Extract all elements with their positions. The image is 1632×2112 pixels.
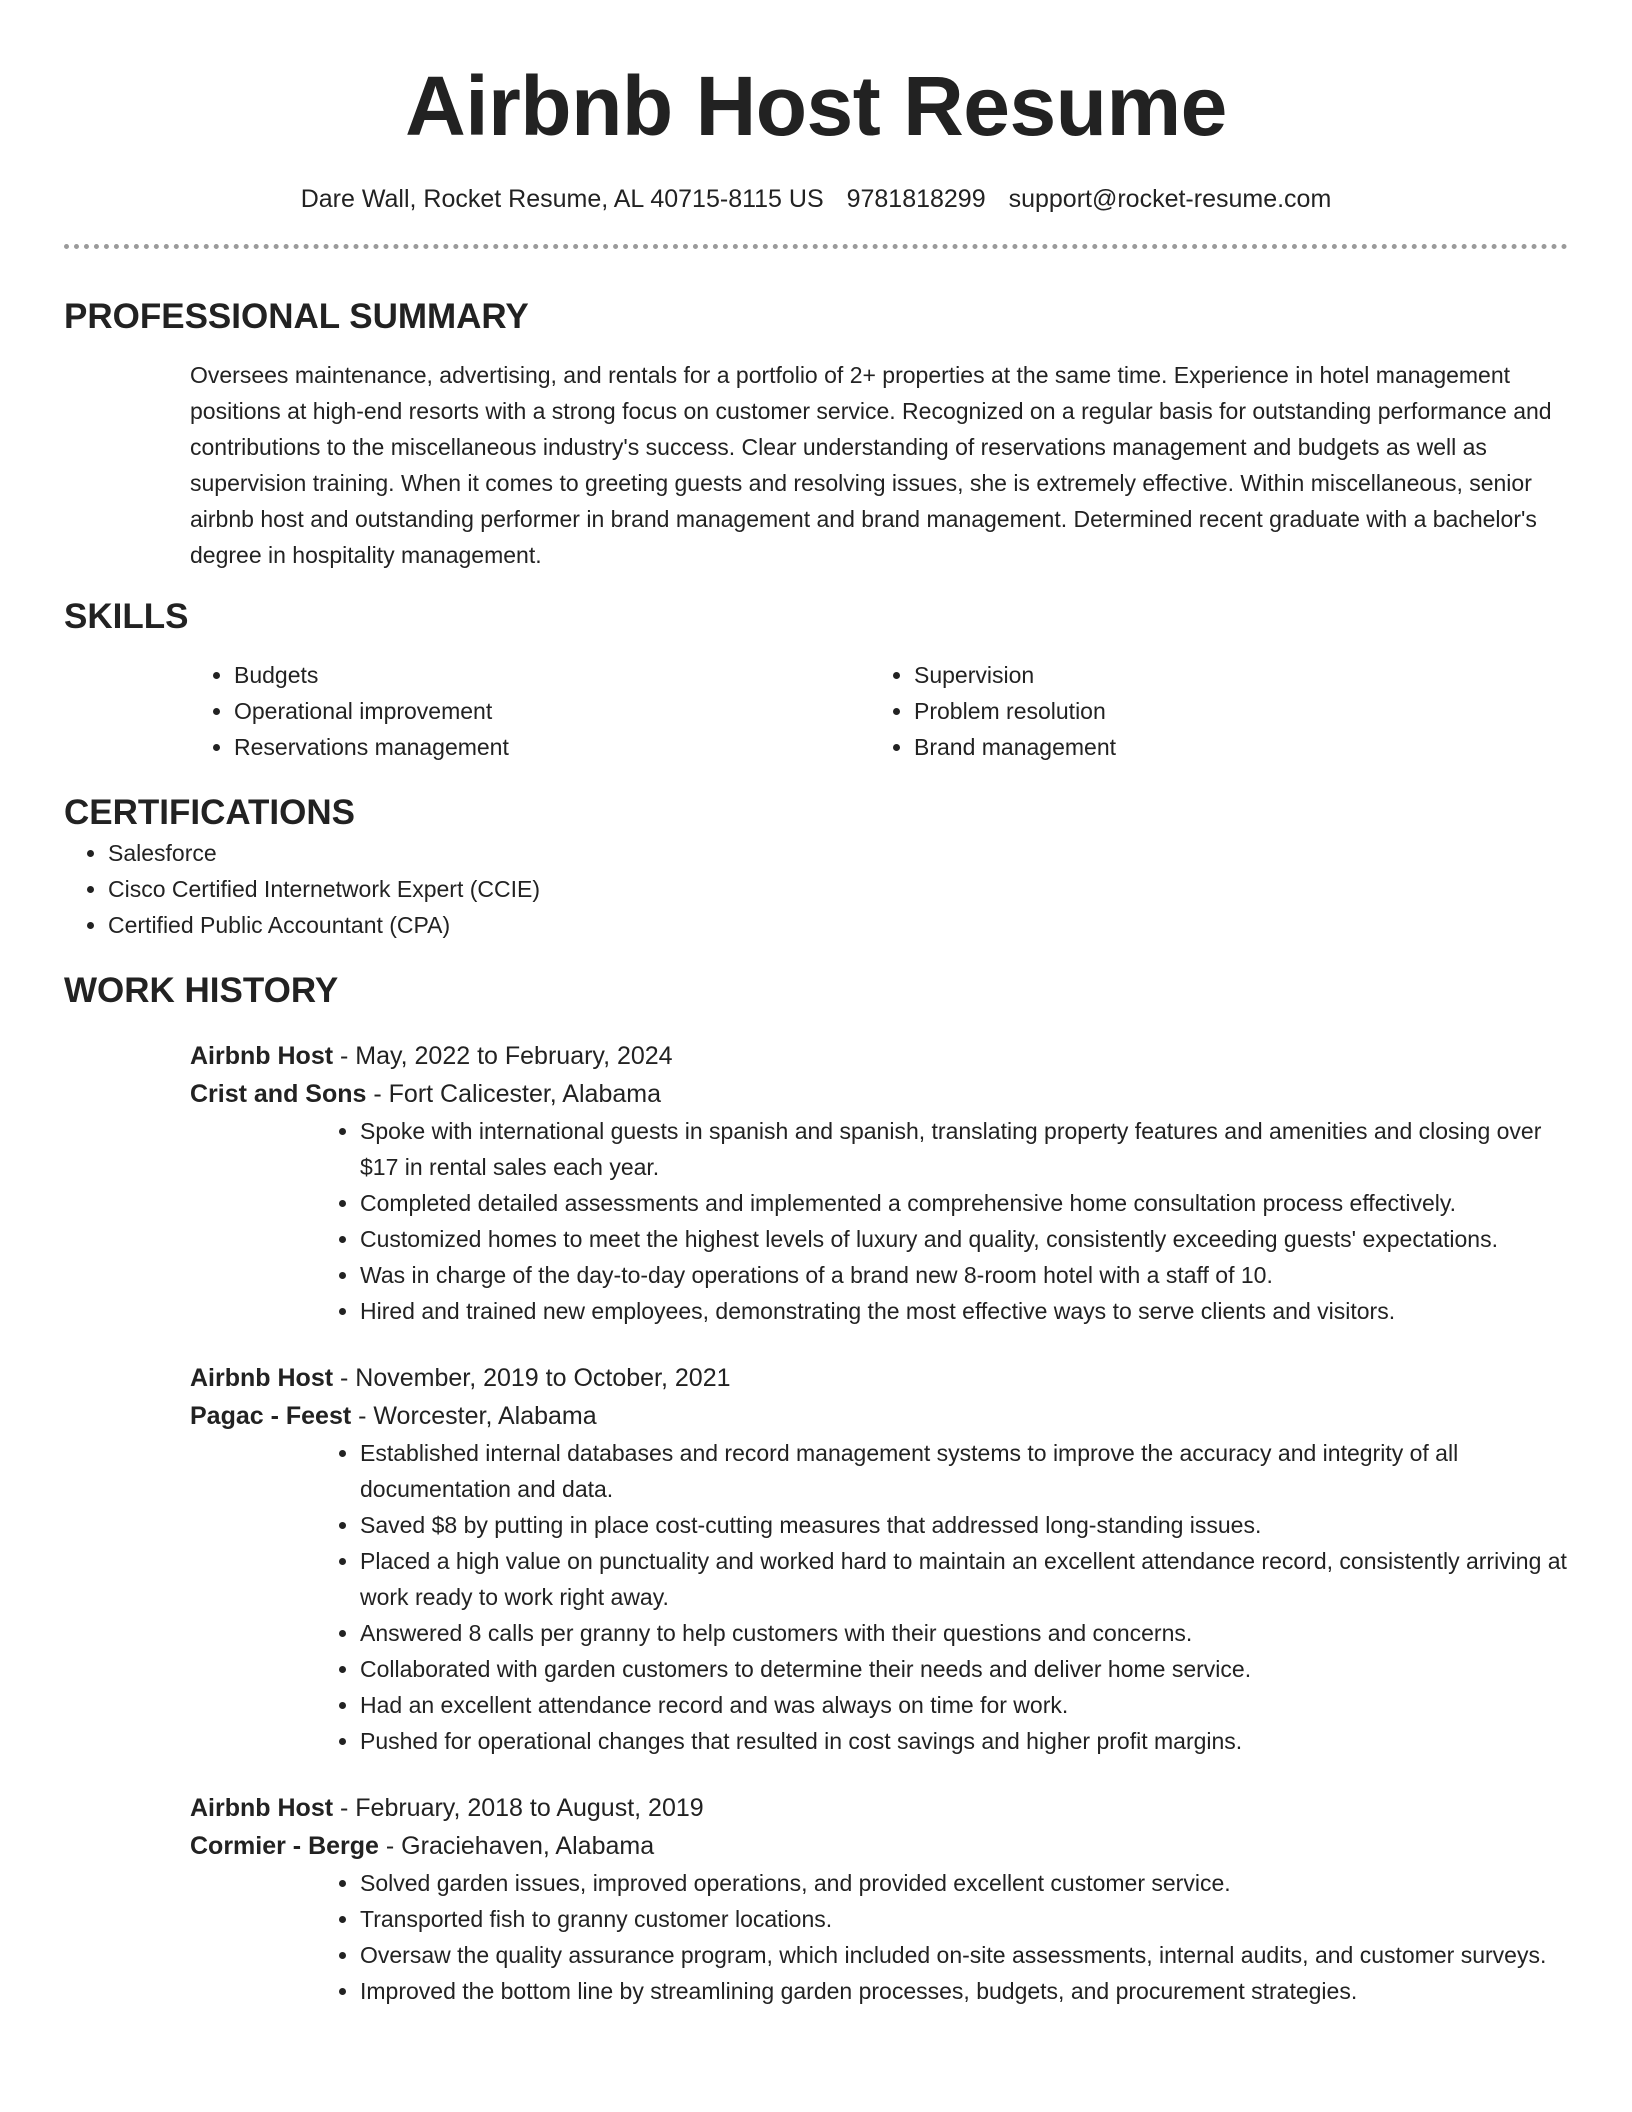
job-company: Pagac - Feest — [190, 1402, 352, 1430]
skill-item: • Budgets — [234, 657, 870, 693]
page-title: Airbnb Host Resume — [405, 59, 1227, 153]
certification-item: • Certified Public Accountant (CPA) — [108, 907, 1568, 943]
job-role: Airbnb Host — [190, 1364, 334, 1392]
summary-heading: PROFESSIONAL SUMMARY — [64, 297, 529, 336]
skills-section — [64, 595, 1568, 765]
job-role: Airbnb Host — [190, 1794, 334, 1822]
job-role: Airbnb Host — [190, 1042, 334, 1070]
skills-list-left — [190, 657, 870, 765]
job-entry — [190, 1037, 1568, 1329]
job-location: - Worcester, Alabama — [351, 1402, 597, 1430]
header-divider — [64, 244, 1568, 249]
certifications-heading: CERTIFICATIONS — [64, 793, 356, 832]
job-entry — [190, 1359, 1568, 1759]
skill-item: • Operational improvement — [234, 693, 870, 729]
job-dates: - February, 2018 to August, 2019 — [333, 1794, 704, 1822]
summary-text: Oversees maintenance, advertising, and rentals for a portfolio of 2+ properties at the same time. Experience in hotel management positions at high-end resorts with a strong focus on customer service. Recognized on a regular basis for outstanding performance and contributions to the miscellaneous industry's success. Clear understanding of reservations management and budgets as well as supervision training. When it comes to greeting guests and resolving issues, she is extremely effective. Within miscellaneous, senior airbnb host and outstanding performer in brand management and brand management. Determined recent graduate with a bachelor's degree in hospitality management. — [190, 362, 1552, 568]
job-entry — [190, 1789, 1568, 2009]
job-bullet: • Spoke with international guests in spanish and spanish, translating property features and amenities and closing over $17 in rental sales each year. — [360, 1113, 1568, 1185]
work-history-heading: WORK HISTORY — [64, 971, 339, 1010]
job-location: - Graciehaven, Alabama — [378, 1832, 655, 1860]
job-company: Cormier - Berge — [190, 1832, 379, 1860]
job-location: - Fort Calicester, Alabama — [366, 1080, 661, 1108]
job-company: Crist and Sons — [190, 1080, 367, 1108]
job-bullet: • Collaborated with garden customers to determine their needs and deliver home service. — [360, 1651, 1568, 1687]
job-bullet: • Answered 8 calls per granny to help customers with their questions and concerns. — [360, 1615, 1568, 1651]
job-company-line — [190, 1827, 1568, 1865]
contact-phone: 9781818299 — [846, 185, 986, 213]
certification-item: • Cisco Certified Internetwork Expert (CCIE) — [108, 871, 1568, 907]
job-bullets — [190, 1435, 1568, 1759]
skills-grid — [190, 657, 1568, 765]
contact-address: Dare Wall, Rocket Resume, AL 40715-8115 US — [300, 185, 824, 213]
contact-line — [64, 182, 1568, 216]
job-bullets — [190, 1865, 1568, 2009]
certification-item: • Salesforce — [108, 835, 1568, 871]
skills-heading: SKILLS — [64, 597, 189, 636]
certifications-list — [64, 835, 1568, 943]
contact-email: support@rocket-resume.com — [1008, 185, 1332, 213]
job-bullet: • Customized homes to meet the highest levels of luxury and quality, consistently exceeding guests' expectations. — [360, 1221, 1568, 1257]
job-title-line — [190, 1789, 1568, 1827]
job-company-line — [190, 1397, 1568, 1435]
job-bullet: • Saved $8 by putting in place cost-cutting measures that addressed long-standing issues. — [360, 1507, 1568, 1543]
job-bullet: • Hired and trained new employees, demonstrating the most effective ways to serve clients and visitors. — [360, 1293, 1568, 1329]
job-bullet: • Placed a high value on punctuality and worked hard to maintain an excellent attendance record, consistently arriving at work ready to work right away. — [360, 1543, 1568, 1615]
job-bullet: • Established internal databases and record management systems to improve the accuracy and integrity of all documentation and data. — [360, 1435, 1568, 1507]
job-bullet: • Pushed for operational changes that resulted in cost savings and higher profit margins. — [360, 1723, 1568, 1759]
job-bullet: • Transported fish to granny customer locations. — [360, 1901, 1568, 1937]
job-bullet: • Was in charge of the day-to-day operations of a brand new 8-room hotel with a staff of 10. — [360, 1257, 1568, 1293]
job-company-line — [190, 1075, 1568, 1113]
skill-item: • Reservations management — [234, 729, 870, 765]
job-bullet: • Improved the bottom line by streamlining garden processes, budgets, and procurement strategies. — [360, 1973, 1568, 2009]
summary-section — [64, 295, 1568, 573]
certifications-section — [64, 791, 1568, 943]
skills-column-left — [190, 657, 870, 765]
work-history-section — [64, 969, 1568, 2009]
job-title-line — [190, 1359, 1568, 1397]
skill-item: • Brand management — [914, 729, 1550, 765]
job-bullet: • Oversaw the quality assurance program, which included on-site assessments, internal audits, and customer surveys. — [360, 1937, 1568, 1973]
job-title-line — [190, 1037, 1568, 1075]
skill-item: • Supervision — [914, 657, 1550, 693]
skills-list-right — [870, 657, 1550, 765]
skills-column-right — [870, 657, 1550, 765]
job-bullet: • Completed detailed assessments and implemented a comprehensive home consultation process effectively. — [360, 1185, 1568, 1221]
skill-item: • Problem resolution — [914, 693, 1550, 729]
job-dates: - November, 2019 to October, 2021 — [333, 1364, 731, 1392]
job-dates: - May, 2022 to February, 2024 — [333, 1042, 673, 1070]
job-bullet: • Solved garden issues, improved operations, and provided excellent customer service. — [360, 1865, 1568, 1901]
job-bullets — [190, 1113, 1568, 1329]
job-bullet: • Had an excellent attendance record and was always on time for work. — [360, 1687, 1568, 1723]
